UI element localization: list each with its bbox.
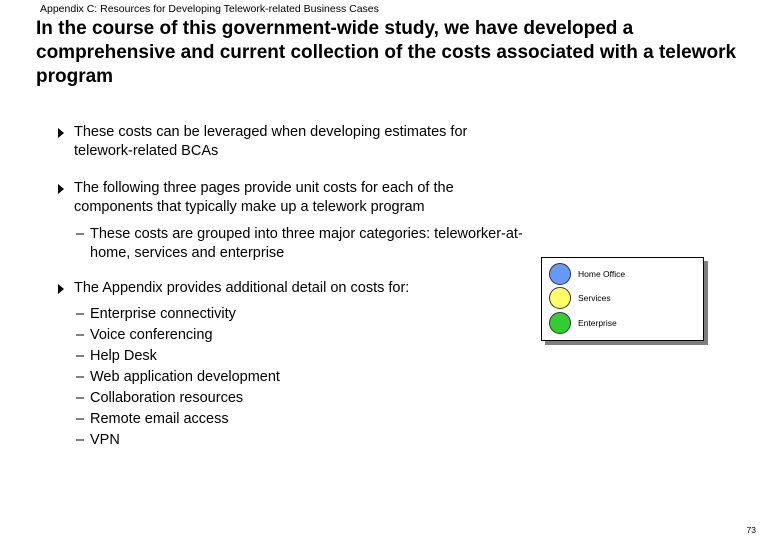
bullet-3-text: The Appendix provides additional detail on costs for:	[74, 280, 410, 296]
list-item	[76, 430, 280, 451]
dash-icon: –	[76, 432, 85, 448]
list-item-text: Remote email access	[90, 411, 229, 427]
bullet-arrow-icon	[58, 128, 64, 138]
bullet-1-text: These costs can be leveraged when developing estimates for telework-related BCAs	[74, 124, 468, 159]
list-item-text: Help Desk	[90, 348, 157, 364]
section-label: Appendix C: Resources for Developing Telework-related Business Cases	[40, 3, 379, 15]
list-item	[76, 304, 280, 325]
cost-detail-list	[76, 304, 280, 451]
bullet-arrow-icon	[58, 184, 64, 194]
bullet-3	[58, 279, 528, 298]
bullet-2	[58, 179, 528, 217]
bullet-2-text: The following three pages provide unit costs for each of the components that typically make up a telework program	[74, 180, 454, 215]
list-item	[76, 409, 280, 430]
legend-item-enterprise	[546, 312, 701, 334]
list-item-text: Collaboration resources	[90, 390, 244, 406]
page-number: 73	[746, 525, 756, 535]
bullet-2-sub-text: These costs are grouped into three major categories: teleworker-at-home, services and enterprise	[90, 226, 523, 261]
legend-label: Enterprise	[578, 318, 617, 328]
legend	[541, 257, 704, 341]
bullet-arrow-icon	[58, 284, 64, 294]
dash-icon: –	[76, 306, 85, 322]
list-item-text: Web application development	[90, 369, 280, 385]
circle-swatch-icon	[549, 263, 571, 285]
list-item	[76, 325, 280, 346]
legend-item-services	[546, 287, 701, 309]
bullet-1	[58, 123, 528, 161]
circle-swatch-icon	[549, 287, 571, 309]
list-item-text: Voice conferencing	[90, 327, 213, 343]
legend-item-home-office	[546, 263, 701, 285]
list-item	[76, 388, 280, 409]
legend-label: Home Office	[578, 269, 626, 279]
dash-icon: –	[76, 411, 85, 427]
list-item-text: VPN	[90, 432, 120, 448]
list-item	[76, 367, 280, 388]
list-item-text: Enterprise connectivity	[90, 306, 236, 322]
dash-icon: –	[76, 348, 85, 364]
dash-icon: –	[76, 226, 85, 242]
dash-icon: –	[76, 327, 85, 343]
bullet-2-sub	[76, 225, 536, 263]
slide-title: In the course of this government-wide study, we have developed a comprehensive and current collection of the costs associated with a telework program	[36, 18, 737, 87]
legend-label: Services	[578, 293, 611, 303]
circle-swatch-icon	[549, 312, 571, 334]
dash-icon: –	[76, 390, 85, 406]
list-item	[76, 346, 280, 367]
dash-icon: –	[76, 369, 85, 385]
